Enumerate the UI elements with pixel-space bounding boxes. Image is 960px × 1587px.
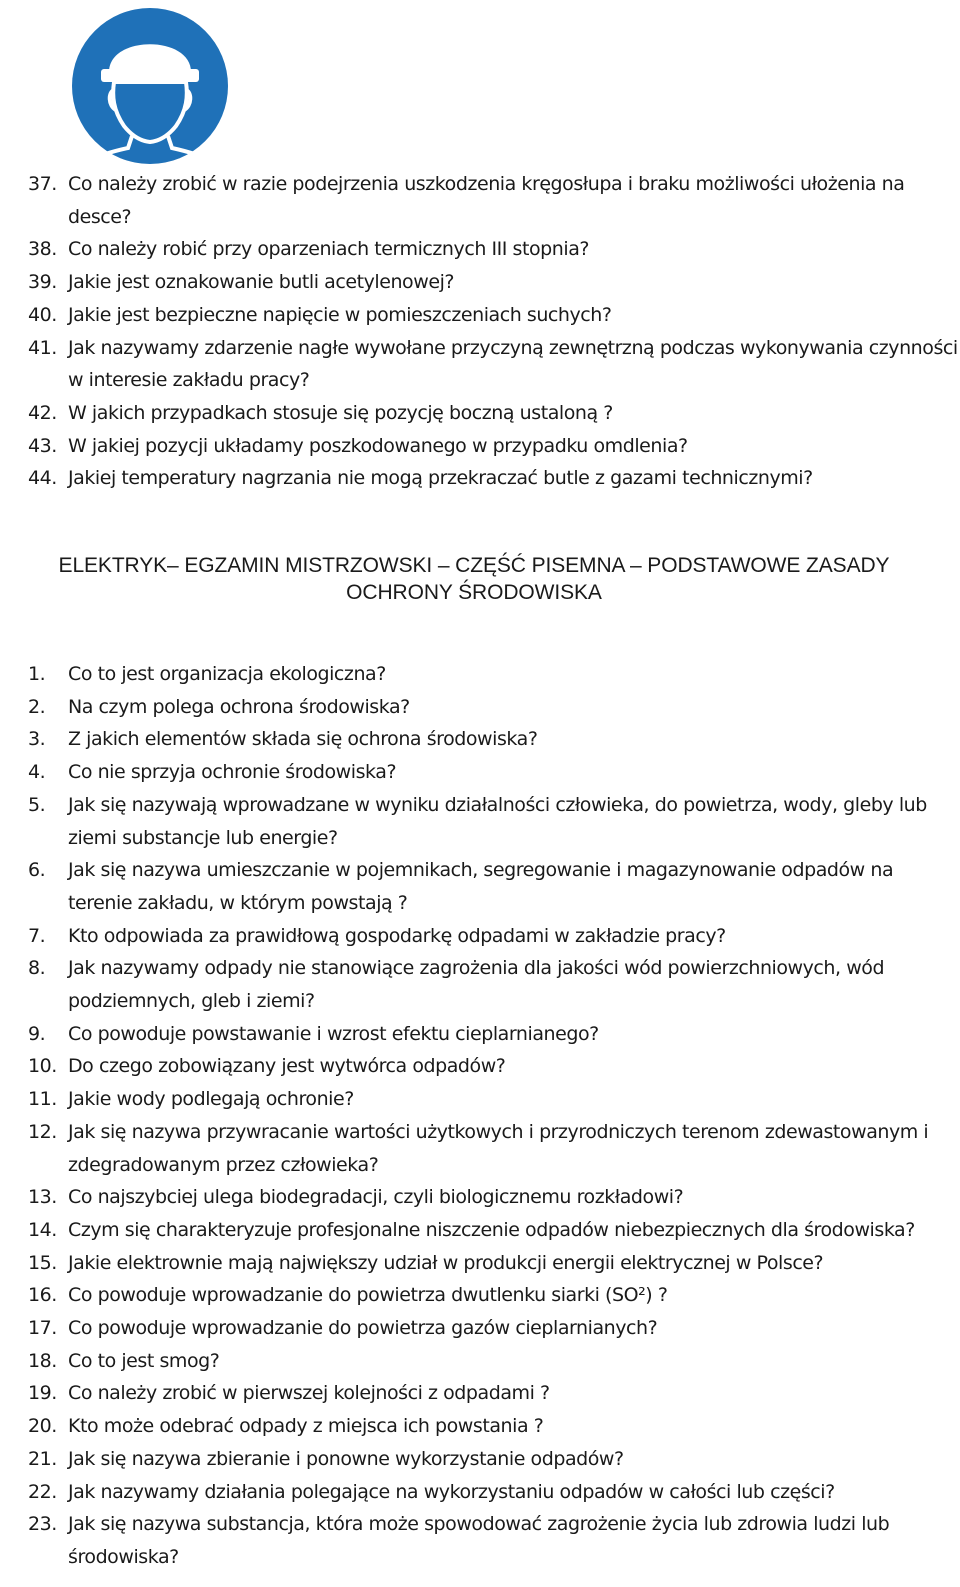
item-number: 16.	[28, 1284, 57, 1307]
item-number: 15.	[28, 1251, 57, 1274]
list-item	[28, 1476, 958, 1509]
item-number: 37.	[28, 173, 57, 195]
section-heading-line-1: ELEKTRYK– EGZAMIN MISTRZOWSKI – CZĘŚĆ PISEMNA – PODSTAWOWE ZASADY	[58, 554, 890, 577]
item-number: 5.	[28, 793, 46, 816]
list-item	[28, 920, 958, 953]
list-item	[28, 1377, 958, 1410]
item-number: 23.	[28, 1513, 57, 1536]
list-item	[28, 430, 958, 463]
item-number: 41.	[28, 336, 57, 359]
item-number: 18.	[28, 1349, 57, 1372]
list-item	[28, 233, 958, 266]
item-number: 9.	[28, 1022, 46, 1045]
item-number: 22.	[28, 1480, 57, 1503]
item-question-text: Co należy robić przy oparzeniach termicznych III stopnia?	[68, 238, 590, 261]
section-heading-line-2: OCHRONY ŚRODOWISKA	[346, 581, 602, 604]
item-number: 20.	[28, 1415, 57, 1438]
item-number: 1.	[28, 663, 46, 685]
item-question-text: Co najszybciej ulega biodegradacji, czyli biologicznemu rozkładowi?	[68, 1186, 684, 1209]
list-item	[28, 723, 958, 756]
item-number: 19.	[28, 1382, 57, 1405]
item-question-text: Jakiej temperatury nagrzania nie mogą przekraczać butle z gazami technicznymi?	[68, 467, 813, 490]
item-question-text: Co należy zrobić w razie podejrzenia uszkodzenia kręgosłupa i braku możliwości ułożenia na desce?	[68, 173, 905, 228]
list-item	[28, 789, 958, 854]
item-question-text: W jakiej pozycji układamy poszkodowanego w przypadku omdlenia?	[68, 434, 688, 457]
list-item	[28, 658, 958, 691]
list-item	[28, 332, 958, 397]
question-list-environment	[28, 658, 958, 1574]
item-question-text: Jak się nazywa przywracanie wartości użytkowych i przyrodniczych terenom zdewastowanym i zdegradowanym przez człowieka?	[68, 1120, 929, 1176]
list-item	[28, 691, 958, 724]
item-question-text: Co powoduje powstawanie i wzrost efektu cieplarnianego?	[68, 1022, 599, 1045]
item-question-text: Kto odpowiada za prawidłową gospodarkę odpadami w zakładzie pracy?	[68, 924, 726, 947]
list-item	[28, 1279, 958, 1312]
list-item	[28, 952, 958, 1017]
item-number: 12.	[28, 1120, 57, 1143]
item-number: 7.	[28, 924, 46, 947]
item-question-text: Co to jest organizacja ekologiczna?	[68, 663, 386, 685]
list-item	[28, 397, 958, 430]
item-question-text: Co należy zrobić w pierwszej kolejności z odpadami ?	[68, 1382, 550, 1405]
item-number: 40.	[28, 303, 57, 326]
item-number: 42.	[28, 401, 57, 424]
list-item	[28, 1050, 958, 1083]
item-question-text: Jakie elektrownie mają największy udział w produkcji energii elektrycznej w Polsce?	[68, 1251, 824, 1274]
item-number: 4.	[28, 761, 46, 784]
item-number: 14.	[28, 1218, 57, 1241]
list-item	[28, 1116, 958, 1181]
item-number: 2.	[28, 695, 46, 718]
item-number: 13.	[28, 1186, 57, 1209]
item-question-text: Jak się nazywają wprowadzane w wyniku działalności człowieka, do powietrza, wody, gleby lub ziemi substancje lub energie?	[68, 793, 927, 849]
item-number: 3.	[28, 728, 46, 751]
item-question-text: Jak nazywamy zdarzenie nagłe wywołane przyczyną zewnętrzną podczas wykonywania czynności w interesie zakładu pracy?	[68, 336, 958, 392]
item-number: 6.	[28, 859, 46, 882]
hard-hat-mandatory-icon	[70, 8, 230, 164]
item-number: 10.	[28, 1055, 57, 1078]
item-question-text: Co powoduje wprowadzanie do powietrza gazów cieplarnianych?	[68, 1317, 658, 1340]
item-question-text: Jakie jest bezpieczne napięcie w pomieszczeniach suchych?	[68, 303, 612, 326]
item-number: 11.	[28, 1088, 57, 1111]
list-item	[28, 299, 958, 332]
item-number: 43.	[28, 434, 57, 457]
list-item	[28, 1018, 958, 1051]
list-item	[28, 1083, 958, 1116]
item-number: 17.	[28, 1317, 57, 1340]
item-question-text: Jak się nazywa zbieranie i ponowne wykorzystanie odpadów?	[68, 1447, 624, 1470]
item-question-text: Jak się nazywa umieszczanie w pojemnikach, segregowanie i magazynowanie odpadów na terenie zakładu, w którym powstają ?	[68, 859, 894, 914]
item-question-text: Jakie jest oznakowanie butli acetylenowej?	[68, 271, 455, 294]
item-question-text: Jak nazywamy działania polegające na wykorzystaniu odpadów w całości lub części?	[68, 1480, 835, 1503]
item-question-text: Jakie wody podlegają ochronie?	[68, 1088, 354, 1111]
item-number: 8.	[28, 957, 46, 980]
list-item	[28, 1247, 958, 1280]
item-number: 21.	[28, 1447, 57, 1470]
item-question-text: Co nie sprzyja ochronie środowiska?	[68, 761, 397, 784]
list-item	[28, 756, 958, 789]
list-item	[28, 1443, 958, 1476]
list-item	[28, 854, 958, 919]
item-number: 38.	[28, 238, 57, 261]
list-item	[28, 462, 958, 495]
item-question-text: Jak nazywamy odpady nie stanowiące zagrożenia dla jakości wód powierzchniowych, wód podziemnych, gleb i ziemi?	[68, 957, 885, 1013]
list-item	[28, 266, 958, 299]
item-number: 44.	[28, 467, 57, 490]
item-question-text: Co powoduje wprowadzanie do powietrza dwutlenku siarki (SO²) ?	[68, 1284, 668, 1307]
list-item	[28, 1508, 958, 1573]
item-question-text: Na czym polega ochrona środowiska?	[68, 695, 410, 718]
item-number: 39.	[28, 271, 57, 294]
item-question-text: Do czego zobowiązany jest wytwórca odpadów?	[68, 1055, 506, 1078]
list-item	[28, 1410, 958, 1443]
item-question-text: Z jakich elementów składa się ochrona środowiska?	[68, 728, 538, 751]
list-item	[28, 168, 958, 233]
list-item	[28, 1345, 958, 1378]
item-question-text: W jakich przypadkach stosuje się pozycję boczną ustaloną ?	[68, 401, 613, 424]
item-question-text: Co to jest smog?	[68, 1349, 220, 1372]
item-question-text: Jak się nazywa substancja, która może spowodować zagrożenie życia lub zdrowia ludzi lub środowiska?	[68, 1513, 890, 1568]
section-heading	[0, 552, 948, 606]
list-item	[28, 1312, 958, 1345]
question-list-first-aid	[28, 168, 958, 495]
item-question-text: Czym się charakteryzuje profesjonalne niszczenie odpadów niebezpiecznych dla środowiska?	[68, 1218, 915, 1241]
list-item	[28, 1181, 958, 1214]
item-question-text: Kto może odebrać odpady z miejsca ich powstania ?	[68, 1415, 544, 1438]
list-item	[28, 1214, 958, 1247]
